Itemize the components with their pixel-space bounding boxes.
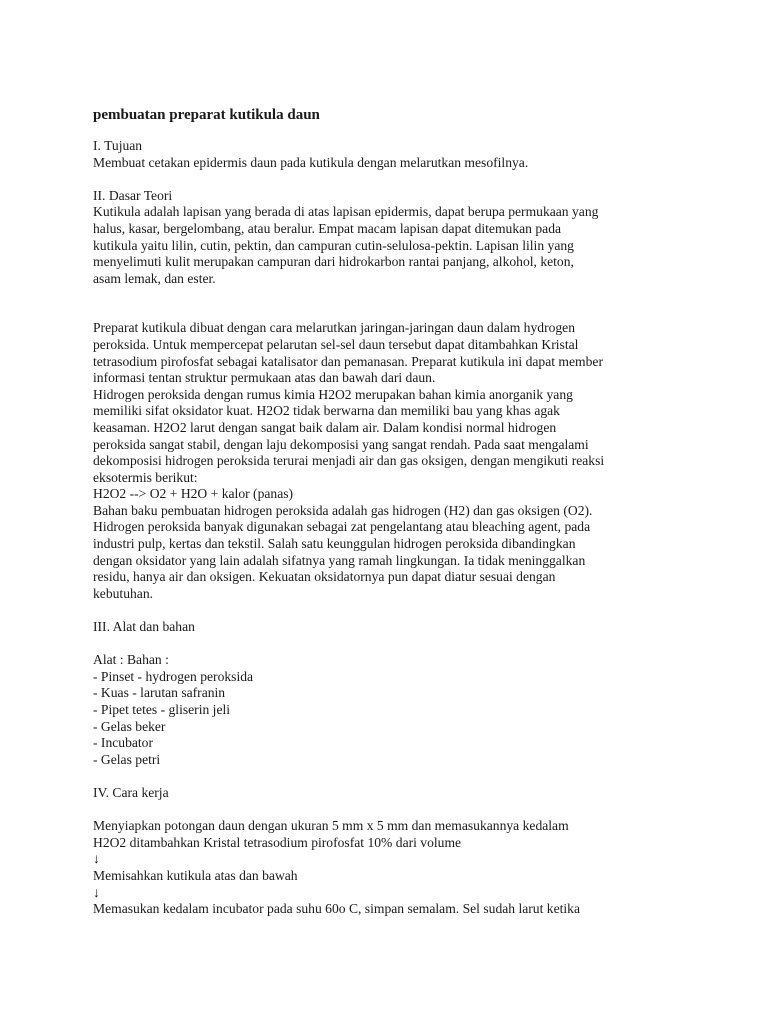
dasar-teori-paragraph-1 bbox=[93, 204, 693, 287]
text-line: industri pulp, kertas dan tekstil. Salah satu keunggulan hidrogen peroksida dibandingkan bbox=[93, 536, 576, 552]
text-line: Bahan baku pembuatan hidrogen peroksida adalah gas hidrogen (H2) dan gas oksigen (O2). bbox=[93, 502, 593, 518]
step-text: Menyiapkan potongan daun dengan ukuran 5 mm x 5 mm dan memasukannya kedalam bbox=[93, 818, 569, 834]
list-item: - Pipet tetes - gliserin jeli bbox=[93, 702, 231, 717]
section-heading-alat-bahan: III. Alat dan bahan bbox=[93, 619, 195, 635]
document-title: pembuatan preparat kutikula daun bbox=[93, 107, 320, 123]
dasar-teori-paragraph-2 bbox=[93, 320, 693, 602]
text-line: memiliki sifat oksidator kuat. H2O2 tidak berwarna dan memiliki bau yang khas agak bbox=[93, 403, 560, 419]
text-line: kutikula yaitu lilin, cutin, pektin, dan campuran cutin-selulosa-pektin. Lapisan lilin yang bbox=[93, 237, 574, 253]
text-line: Hidrogen peroksida banyak digunakan sebagai zat pengelantang atau bleaching agent, pada bbox=[93, 519, 591, 535]
text-line: tetrasodium pirofosfat sebagai katalisator dan pemanasan. Preparat kutikula ini dapat member bbox=[93, 353, 603, 369]
list-item: - Incubator bbox=[93, 735, 154, 751]
step-text: H2O2 ditambahkan Kristal tetrasodium pirofosfat 10% dari volume bbox=[93, 834, 462, 850]
text-line: menyelimuti kulit merupakan campuran dari hidrokarbon rantai panjang, alkohol, keton, bbox=[93, 254, 574, 270]
list-item: - Gelas petri bbox=[93, 751, 161, 767]
section-heading-cara-kerja: IV. Cara kerja bbox=[93, 784, 169, 800]
text-line: informasi tentan struktur permukaan atas dan bawah dari daun. bbox=[93, 370, 436, 386]
document-page bbox=[93, 104, 693, 918]
text-line: asam lemak, dan ester. bbox=[93, 270, 216, 286]
tujuan-text: Membuat cetakan epidermis daun pada kutikula dengan melarutkan mesofilnya. bbox=[93, 154, 529, 170]
text-line: peroksida. Untuk mempercepat pelarutan sel-sel daun tersebut dapat ditambahkan Kristal bbox=[93, 336, 579, 352]
alat-bahan-subheading: Alat : Bahan : bbox=[93, 652, 169, 668]
text-line: dekomposisi hidrogen peroksida terurai menjadi air dan gas oksigen, dengan mengikuti reaksi bbox=[93, 453, 605, 469]
text-line: Kutikula adalah lapisan yang berada di atas lapisan epidermis, dapat berupa permukaan yang bbox=[93, 204, 599, 220]
text-line: peroksida sangat stabil, dengan laju dekomposisi yang sangat rendah. Pada saat mengalami bbox=[93, 436, 589, 452]
text-line: dengan oksidator yang lain adalah sifatnya yang ramah lingkungan. Ia tidak meninggalkan bbox=[93, 552, 586, 568]
reaction-equation: H2O2 --> O2 + H2O + kalor (panas) bbox=[93, 486, 294, 502]
down-arrow-icon: ↓ bbox=[93, 884, 100, 900]
list-item: - Kuas - larutan safranin bbox=[93, 685, 226, 701]
text-line: Hidrogen peroksida dengan rumus kimia H2O2 merupakan bahan kimia anorganik yang bbox=[93, 386, 573, 402]
section-heading-tujuan: I. Tujuan bbox=[93, 138, 143, 153]
text-line: kebutuhan. bbox=[93, 585, 154, 601]
section-heading-dasar-teori: II. Dasar Teori bbox=[93, 187, 173, 203]
down-arrow-icon: ↓ bbox=[93, 851, 100, 867]
text-line: halus, kasar, bergelombang, atau beralur. Empat macam lapisan dapat ditemukan pada bbox=[93, 220, 562, 236]
text-line: eksotermis berikut: bbox=[93, 469, 198, 485]
text-line: Preparat kutikula dibuat dengan cara melarutkan jaringan-jaringan daun dalam hydrogen bbox=[93, 320, 576, 336]
text-line: keasaman. H2O2 larut dengan sangat baik dalam air. Dalam kondisi normal hidrogen bbox=[93, 419, 557, 435]
list-item: - Gelas beker bbox=[93, 718, 166, 734]
step-text: Memisahkan kutikula atas dan bawah bbox=[93, 867, 298, 883]
list-item: - Pinset - hydrogen peroksida bbox=[93, 668, 254, 684]
text-line: residu, hanya air dan oksigen. Kekuatan oksidatornya pun dapat diatur sesuai dengan bbox=[93, 569, 556, 585]
step-text: Memasukan kedalam incubator pada suhu 60o C, simpan semalam. Sel sudah larut ketika bbox=[93, 901, 580, 917]
alat-bahan-list bbox=[93, 669, 693, 769]
